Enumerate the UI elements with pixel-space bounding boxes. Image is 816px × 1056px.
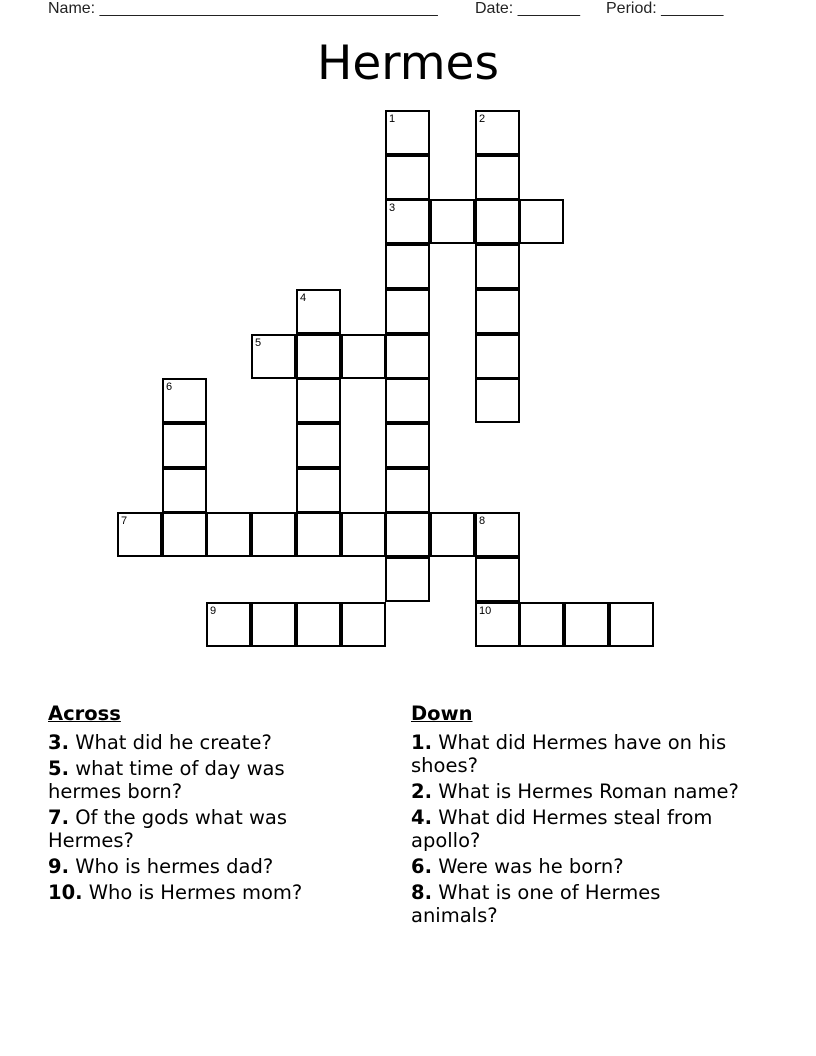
cell-number: 7 [121, 515, 128, 527]
clue-text: what time of day was hermes born? [48, 757, 285, 803]
crossword-cell[interactable] [385, 423, 430, 468]
crossword-cell[interactable] [430, 512, 475, 557]
crossword-cell[interactable] [341, 334, 386, 379]
clue-number: 5. [48, 757, 69, 780]
clue-number: 9. [48, 855, 69, 878]
crossword-cell[interactable] [117, 512, 162, 557]
cell-number: 5 [255, 337, 262, 349]
crossword-cell[interactable] [385, 244, 430, 289]
crossword-cell[interactable] [475, 512, 520, 557]
crossword-cell[interactable] [385, 468, 430, 513]
clue-text: What is Hermes Roman name? [438, 780, 739, 803]
down-heading: Down [411, 702, 473, 725]
crossword-cell[interactable] [296, 423, 341, 468]
clue-text: What did he create? [75, 731, 272, 754]
crossword-cell[interactable] [162, 378, 207, 423]
cell-number: 4 [300, 292, 307, 304]
crossword-cell[interactable] [475, 602, 520, 647]
clue-down-2 [411, 780, 746, 803]
across-clues [48, 702, 348, 907]
clue-down-8 [411, 881, 746, 927]
crossword-cell[interactable] [385, 199, 430, 244]
cell-number: 8 [479, 515, 486, 527]
clue-text: Who is Hermes mom? [88, 881, 303, 904]
clue-text: What did Hermes have on his shoes? [411, 731, 727, 777]
crossword-cell[interactable] [475, 155, 520, 200]
cell-number: 3 [389, 202, 396, 214]
crossword-cell[interactable] [385, 155, 430, 200]
crossword-cell[interactable] [251, 334, 296, 379]
puzzle-title: Hermes [317, 36, 499, 91]
crossword-cell[interactable] [296, 602, 341, 647]
clue-across-10 [48, 881, 348, 904]
date-field[interactable]: Date: _______ [475, 0, 580, 17]
crossword-cell[interactable] [251, 512, 296, 557]
clue-text: What did Hermes steal from apollo? [411, 806, 713, 852]
clue-number: 1. [411, 731, 432, 754]
clue-number: 8. [411, 881, 432, 904]
clue-number: 2. [411, 780, 432, 803]
clue-down-4 [411, 806, 746, 852]
crossword-cell[interactable] [475, 557, 520, 602]
down-clues [411, 702, 746, 930]
clue-across-3 [48, 731, 348, 754]
clue-number: 10. [48, 881, 83, 904]
crossword-cell[interactable] [162, 512, 207, 557]
clue-across-7 [48, 806, 348, 852]
crossword-cell[interactable] [162, 423, 207, 468]
crossword-cell[interactable] [385, 512, 430, 557]
clue-down-6 [411, 855, 746, 878]
clue-across-9 [48, 855, 348, 878]
crossword-cell[interactable] [251, 602, 296, 647]
crossword-cell[interactable] [564, 602, 609, 647]
clue-number: 4. [411, 806, 432, 829]
clue-text: What is one of Hermes animals? [411, 881, 661, 927]
crossword-cell[interactable] [162, 468, 207, 513]
crossword-cell[interactable] [296, 512, 341, 557]
clue-down-1 [411, 731, 746, 777]
crossword-cell[interactable] [430, 199, 475, 244]
crossword-cell[interactable] [296, 289, 341, 334]
cell-number: 6 [166, 381, 173, 393]
crossword-cell[interactable] [385, 334, 430, 379]
crossword-cell[interactable] [341, 602, 386, 647]
crossword-cell[interactable] [609, 602, 654, 647]
clue-number: 6. [411, 855, 432, 878]
clue-text: Of the gods what was Hermes? [48, 806, 288, 852]
crossword-cell[interactable] [206, 512, 251, 557]
crossword-cell[interactable] [341, 512, 386, 557]
clue-text: Were was he born? [438, 855, 624, 878]
crossword-cell[interactable] [296, 378, 341, 423]
crossword-cell[interactable] [385, 557, 430, 602]
crossword-cell[interactable] [385, 110, 430, 155]
crossword-cell[interactable] [296, 334, 341, 379]
clue-number: 7. [48, 806, 69, 829]
name-field[interactable]: Name: ______________________________________ [48, 0, 438, 17]
clue-number: 3. [48, 731, 69, 754]
crossword-cell[interactable] [296, 468, 341, 513]
crossword-cell[interactable] [475, 378, 520, 423]
crossword-cell[interactable] [475, 334, 520, 379]
crossword-cell[interactable] [519, 199, 564, 244]
crossword-cell[interactable] [385, 289, 430, 334]
period-field[interactable]: Period: _______ [606, 0, 724, 17]
crossword-cell[interactable] [475, 289, 520, 334]
crossword-cell[interactable] [475, 110, 520, 155]
crossword-cell[interactable] [519, 602, 564, 647]
clue-text: Who is hermes dad? [75, 855, 274, 878]
crossword-cell[interactable] [385, 378, 430, 423]
crossword-cell[interactable] [475, 199, 520, 244]
clue-across-5 [48, 757, 348, 803]
cell-number: 1 [389, 113, 396, 125]
cell-number: 10 [479, 605, 492, 617]
cell-number: 9 [210, 605, 217, 617]
cell-number: 2 [479, 113, 486, 125]
crossword-cell[interactable] [206, 602, 251, 647]
across-heading: Across [48, 702, 121, 725]
crossword-cell[interactable] [475, 244, 520, 289]
